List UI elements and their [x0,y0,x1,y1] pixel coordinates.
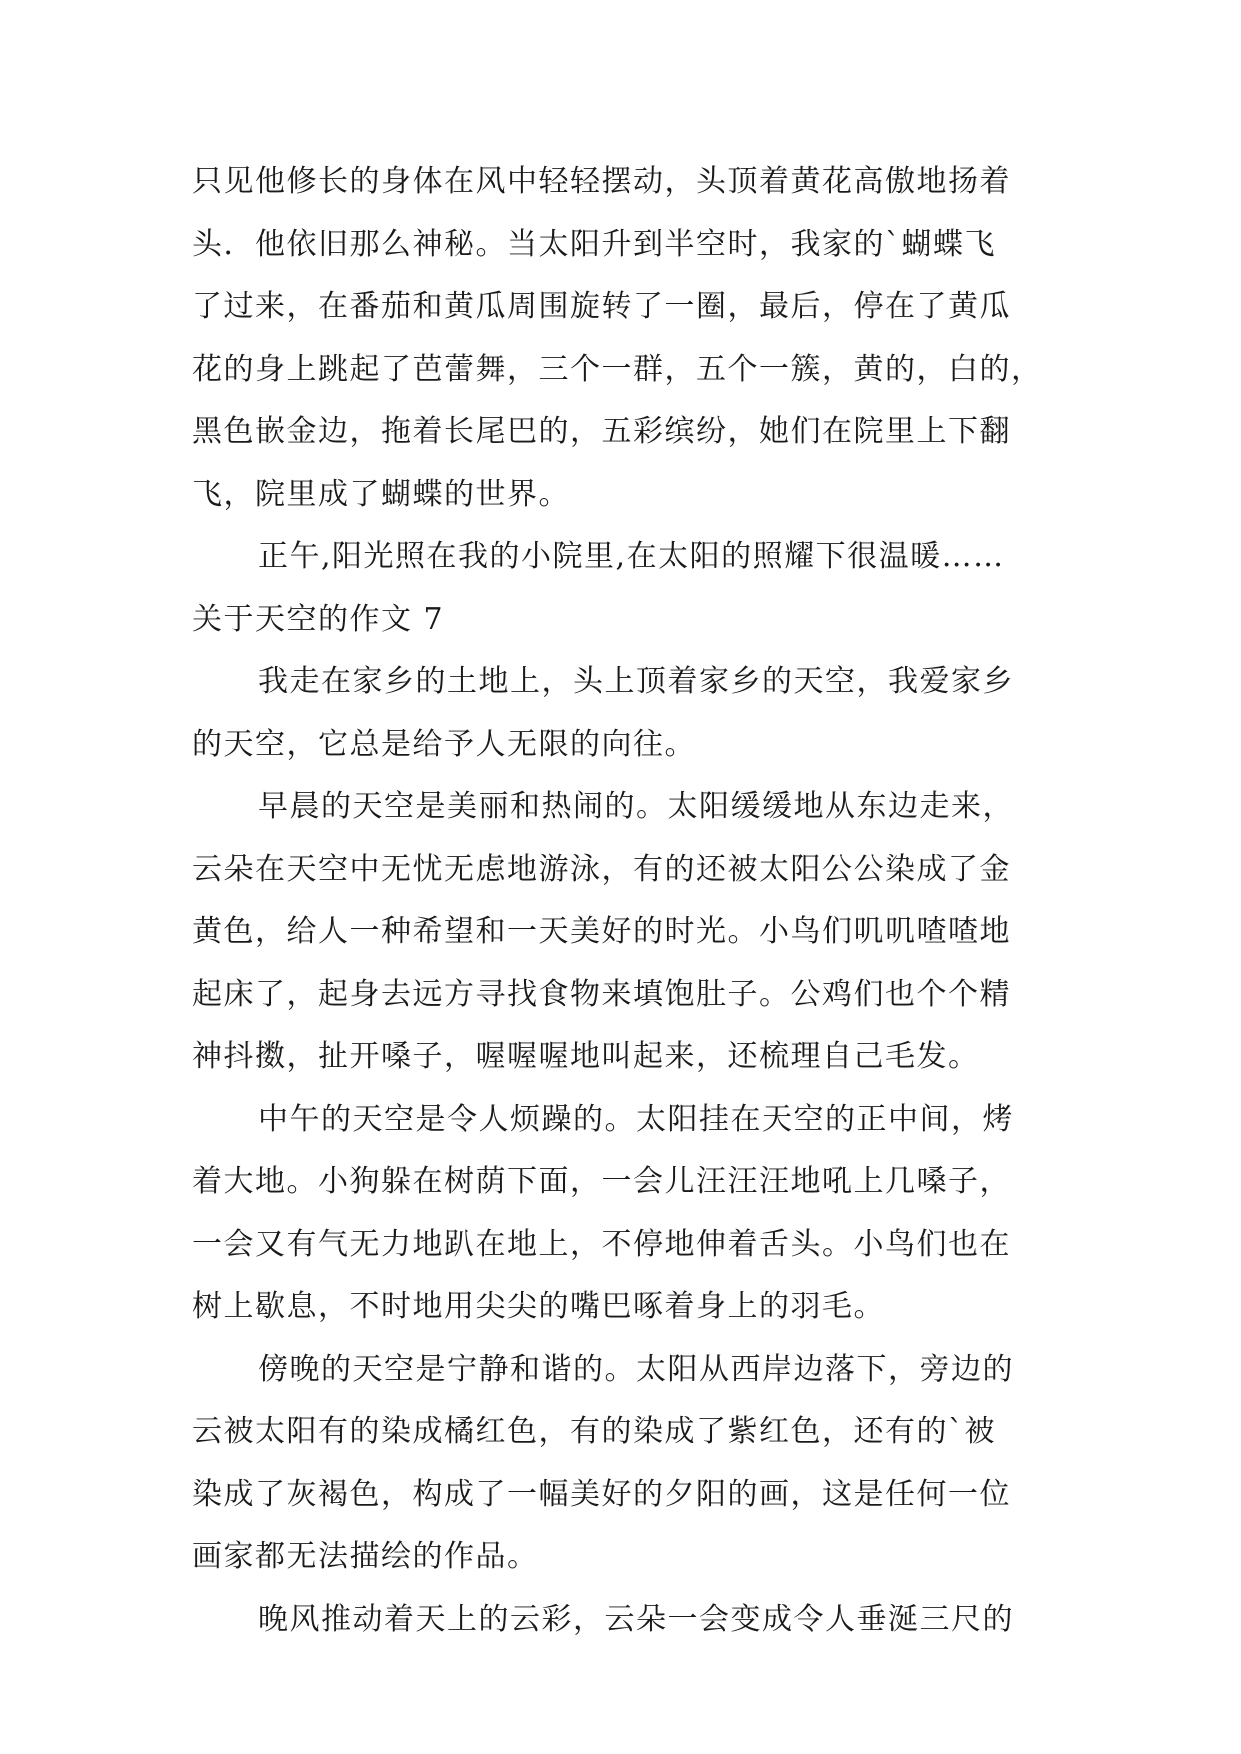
text-line: 的天空，它总是给予人无限的向往。 [192,726,696,762]
text-line: 黑色嵌金边，拖着长尾巴的，五彩缤纷，她们在院里上下翻 [192,414,1011,449]
document-body [192,151,1052,1651]
text-line: 起床了，起身去远方寻找食物来填饱肚子。公鸡们也个个精 [192,976,1011,1012]
text-line: 飞，院里成了蝴蝶的世界。 [192,476,570,512]
text-line: 树上歇息，不时地用尖尖的嘴巴啄着身上的羽毛。 [192,1289,885,1324]
text-line: 头．他依旧那么神秘。当太阳升到半空时，我家的`蝴蝶飞 [192,226,996,262]
text-line: 我走在家乡的土地上，头上顶着家乡的天空，我爱家乡 [258,664,1014,699]
text-line: 傍晚的天空是宁静和谐的。太阳从西岸边落下，旁边的 [258,1351,1014,1387]
text-line: 了过来，在番茄和黄瓜周围旋转了一圈，最后，停在了黄瓜 [192,289,1011,324]
text-line: 云朵在天空中无忧无虑地游泳，有的还被太阳公公染成了金 [192,851,1011,887]
text-line: 着大地。小狗躲在树荫下面，一会儿汪汪汪地吼上几嗓子， [192,1164,1011,1199]
section-heading: 关于天空的作文 7 [192,601,445,637]
text-line: 早晨的天空是美丽和热闹的。太阳缓缓地从东边走来， [258,789,1014,824]
text-line: 云被太阳有的染成橘红色，有的染成了紫红色，还有的`被 [192,1414,996,1449]
text-line: 中午的天空是令人烦躁的。太阳挂在天空的正中间，烤 [258,1101,1014,1137]
text-line: 晚风推动着天上的云彩，云朵一会变成令人垂涎三尺的 [258,1601,1014,1637]
text-line: 只见他修长的身体在风中轻轻摆动，头顶着黄花高傲地扬着 [192,164,1011,199]
text-line: 画家都无法描绘的作品。 [192,1539,539,1574]
text-line: 一会又有气无力地趴在地上，不停地伸着舌头。小鸟们也在 [192,1226,1011,1262]
text-line: 花的身上跳起了芭蕾舞，三个一群，五个一簇，黄的，白的， [192,351,1043,387]
text-line: 正午,阳光照在我的小院里,在太阳的照耀下很温暖…… [258,539,1005,574]
text-line: 染成了灰褐色，构成了一幅美好的夕阳的画，这是任何一位 [192,1476,1011,1512]
text-line: 黄色，给人一种希望和一天美好的时光。小鸟们叽叽喳喳地 [192,914,1011,949]
text-line: 神抖擞，扯开嗓子，喔喔喔地叫起来，还梳理自己毛发。 [192,1039,980,1074]
